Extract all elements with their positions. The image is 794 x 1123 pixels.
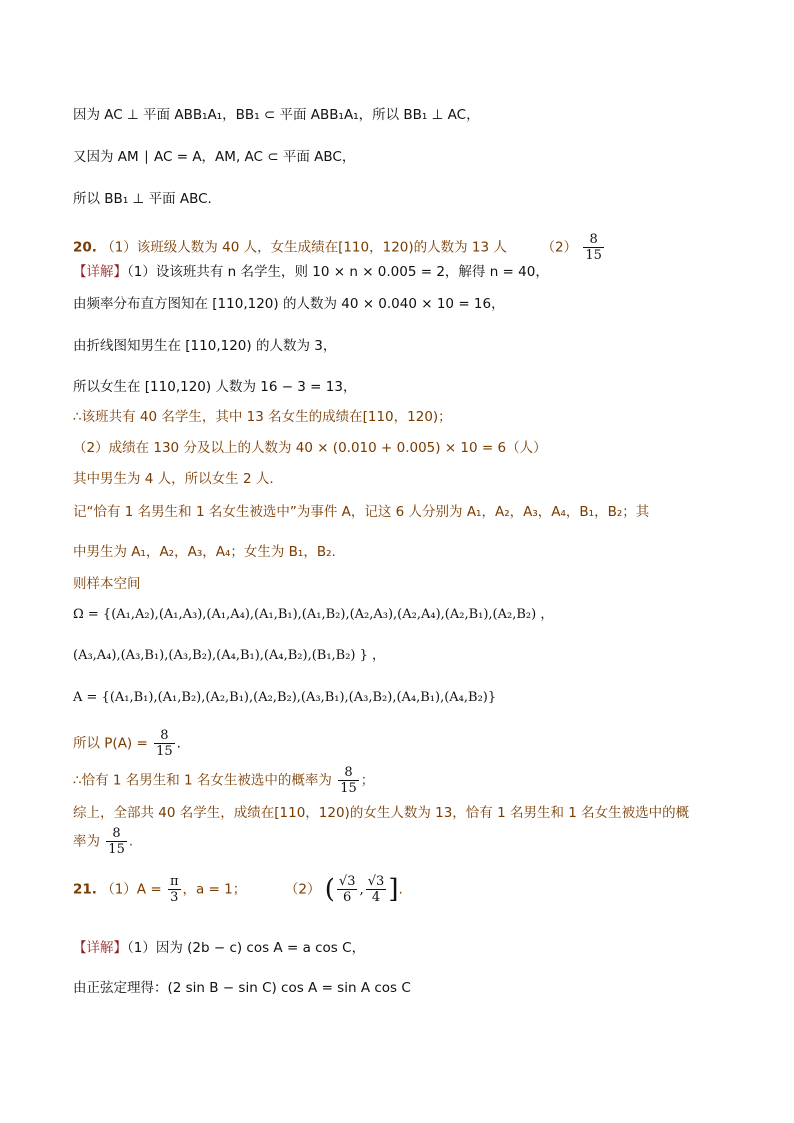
- detail-line-7: 其中男生为 4 人，所以女生 2 人.: [73, 471, 274, 487]
- detail-line-5: ∴该班共有 40 名学生，其中 13 名女生的成绩在[110，120)；: [73, 409, 452, 425]
- detail-line-2: 由频率分布直方图知在 [110,120) 的人数为 40 × 0.040 × 10 = 16，: [73, 296, 505, 312]
- probability-line: [73, 728, 181, 759]
- detail-text-1: （1）设该班共有 n 名学生，则 10 × n × 0.005 = 2，解得 n = 40，: [127, 264, 549, 280]
- event-a-set: A = {(A₁,B₁),(A₁,B₂),(A₂,B₁),(A₂,B₂),(A₃,B₁),(A₃,B₂),(A₄,B₁),(A₄,B₂)}: [73, 690, 497, 705]
- detail-q21-text: （1）因为 (2b − c) cos A = a cos C，: [127, 940, 366, 956]
- q20-number: 20.: [73, 239, 97, 256]
- summary-line-2: [73, 826, 133, 857]
- q21-number: 21.: [73, 881, 97, 898]
- fraction-denominator: 15: [156, 744, 173, 759]
- q20-answer-2-fraction: [583, 232, 604, 263]
- comma-separator: ,: [359, 881, 364, 898]
- fraction-numerator: √3: [338, 874, 356, 889]
- detail-line-3: 由折线图知男生在 [110,120) 的人数为 3，: [73, 338, 337, 354]
- q21-answer-2-suffix: .: [398, 881, 403, 898]
- detail-tag-q21: 【详解】: [73, 940, 127, 956]
- sample-space-line-2: (A₃,A₄),(A₃,B₁),(A₃,B₂),(A₄,B₁),(A₄,B₂),(B₁,B₂) } ，: [73, 648, 386, 663]
- sample-space-line-1: Ω = {(A₁,A₂),(A₁,A₃),(A₁,A₄),(A₁,B₁),(A₁,B₂),(A₂,A₃),(A₂,A₄),(A₂,B₁),(A₂,B₂) ，: [73, 607, 554, 622]
- summary-line-1: 综上，全部共 40 名学生，成绩在[110，120)的女生人数为 13，恰有 1 名男生和 1 名女生被选中的概: [73, 805, 690, 821]
- detail-line-6: （2）成绩在 130 分及以上的人数为 40 × (0.010 + 0.005) × 10 = 6（人）: [73, 440, 547, 456]
- fraction-denominator: 3: [168, 889, 181, 905]
- fraction-denominator: 6: [337, 889, 358, 905]
- q21-answer-line: [73, 874, 403, 905]
- fraction-numerator: 8: [112, 826, 121, 841]
- probability-fraction: [154, 728, 175, 759]
- right-bracket-icon: ]: [388, 874, 399, 905]
- probability-suffix: .: [176, 735, 181, 752]
- fraction-numerator: 8: [589, 232, 598, 247]
- left-paren-icon: (: [324, 874, 335, 905]
- q20-answer-2-label: （2）: [541, 239, 578, 256]
- fraction-denominator: 15: [585, 248, 602, 263]
- q21-answer-1-prefix: （1）A =: [101, 881, 162, 898]
- fraction-numerator: √3: [367, 874, 385, 889]
- detail-tag: 【详解】: [73, 264, 127, 280]
- q20-answer-1: （1）该班级人数为 40 人，女生成绩在[110，120)的人数为 13 人: [101, 239, 507, 256]
- q21-range-left-fraction: [337, 874, 358, 905]
- fraction-numerator: π: [169, 874, 179, 889]
- detail-line-9: 中男生为 A₁，A₂，A₃，A₄；女生为 B₁，B₂.: [73, 544, 336, 560]
- conclusion-prefix: ∴恰有 1 名男生和 1 名女生被选中的概率为: [73, 772, 332, 789]
- detail-line-8: 记“恰有 1 名男生和 1 名女生被选中”为事件 A，记这 6 人分别为 A₁，A₂，A₃，A₄，B₁，B₂；其: [73, 504, 650, 520]
- detail-line-4: 所以女生在 [110,120) 人数为 16 − 3 = 13，: [73, 379, 357, 395]
- fraction-numerator: 8: [344, 765, 353, 780]
- probability-prefix: 所以 P(A) =: [73, 735, 148, 752]
- q20-answer-line: [73, 232, 606, 263]
- detail-line-10: 则样本空间: [73, 576, 141, 592]
- summary-fraction: [106, 826, 127, 857]
- detail-q21-line-2: 由正弦定理得：(2 sin B − sin C) cos A = sin A cos C: [73, 980, 411, 996]
- conclusion-fraction: [338, 765, 359, 796]
- summary-suffix: .: [128, 833, 134, 850]
- fraction-denominator: 15: [108, 842, 125, 857]
- detail-line-1: [73, 262, 549, 282]
- conclusion-line-1: [73, 765, 374, 796]
- proof-line-1: 因为 AC ⊥ 平面 ABB₁A₁，BB₁ ⊂ 平面 ABB₁A₁，所以 BB₁ ⊥ AC，: [73, 107, 480, 123]
- proof-line-2: 又因为 AM ∣ AC = A，AM, AC ⊂ 平面 ABC，: [73, 149, 356, 165]
- proof-line-3: 所以 BB₁ ⊥ 平面 ABC.: [73, 191, 212, 207]
- q21-answer-1-suffix: ，a = 1；: [182, 881, 247, 898]
- fraction-numerator: 8: [160, 728, 169, 743]
- conclusion-suffix: ；: [360, 772, 375, 789]
- q21-answer-2-prefix: （2）: [284, 881, 321, 898]
- detail-q21-line-1: [73, 938, 365, 958]
- q21-angle-fraction: [168, 874, 181, 905]
- fraction-denominator: 4: [366, 889, 387, 905]
- q21-range-right-fraction: [366, 874, 387, 905]
- fraction-denominator: 15: [340, 781, 357, 796]
- summary-prefix: 率为: [73, 833, 100, 850]
